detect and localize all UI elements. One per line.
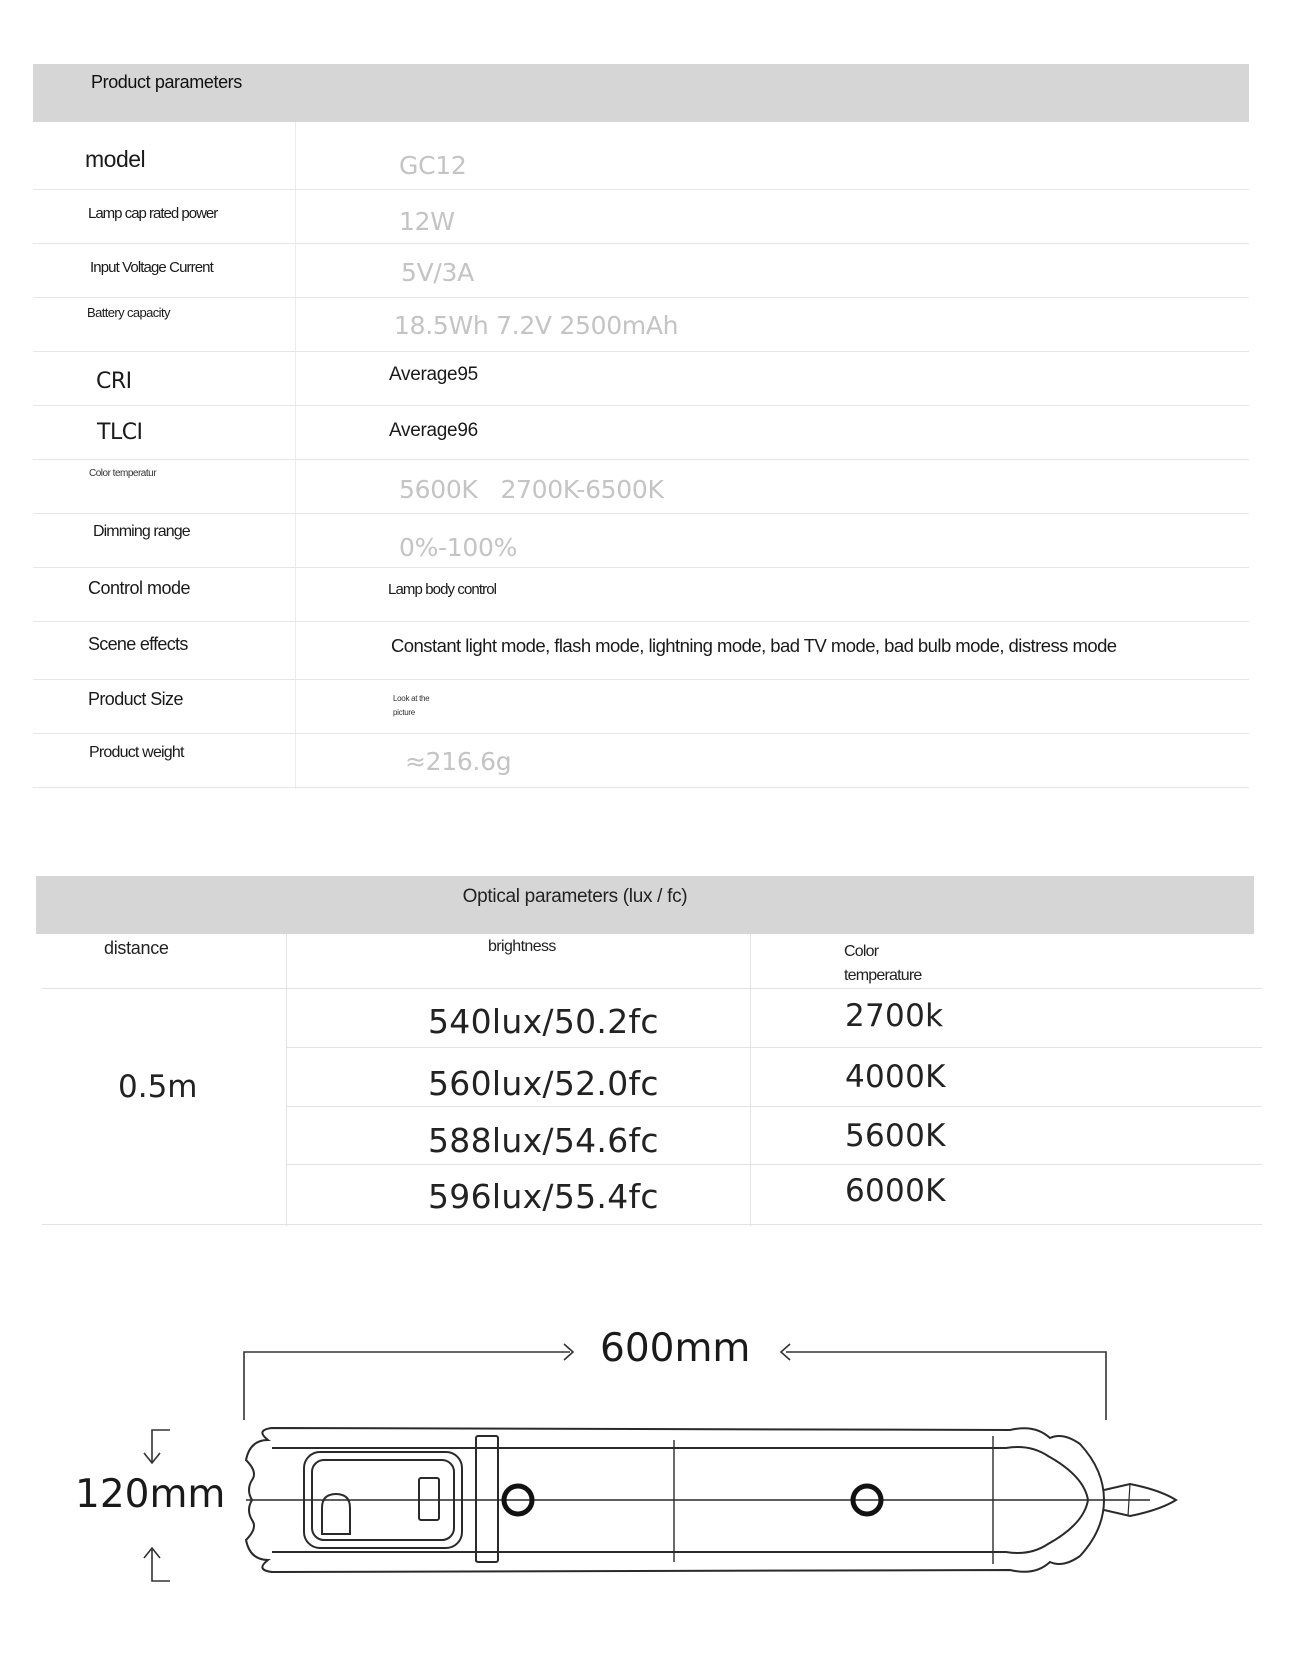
param-value: Lamp body control bbox=[388, 581, 497, 598]
param-value: Average96 bbox=[389, 420, 478, 441]
param-label: Product Size bbox=[88, 689, 183, 709]
height-arrow-up-icon bbox=[152, 1549, 170, 1581]
param-label: Product weight bbox=[89, 744, 184, 761]
param-value: 12W bbox=[399, 207, 455, 236]
param-row-input bbox=[33, 244, 1249, 298]
param-label: Input Voltage Current bbox=[90, 259, 213, 276]
width-dimension-line-left bbox=[244, 1352, 570, 1420]
row-divider bbox=[286, 1106, 1262, 1107]
param-value: Look at the picture bbox=[393, 694, 430, 717]
brightness-header: brightness bbox=[488, 938, 556, 955]
param-row-model bbox=[33, 122, 1249, 190]
param-row-tlci bbox=[33, 406, 1249, 460]
row-divider bbox=[42, 1224, 1262, 1225]
distance-value: 0.5m bbox=[118, 1069, 198, 1105]
param-row-power bbox=[33, 190, 1249, 244]
column-divider bbox=[750, 934, 751, 1226]
param-label: model bbox=[85, 146, 146, 172]
optical-parameters-title: Optical parameters (lux / fc) bbox=[462, 886, 688, 907]
color-temperature-value: 4000K bbox=[845, 1059, 946, 1095]
row-divider bbox=[42, 988, 1262, 989]
brightness-value: 596lux/55.4fc bbox=[428, 1177, 659, 1216]
param-row-weight bbox=[33, 734, 1249, 788]
height-arrow-down-icon bbox=[152, 1430, 170, 1462]
width-dimension-line-right bbox=[786, 1352, 1106, 1420]
row-divider bbox=[286, 1164, 1262, 1165]
param-label: Lamp cap rated power bbox=[88, 205, 218, 222]
param-row-scene bbox=[33, 622, 1249, 680]
lamp-body-outline bbox=[246, 1428, 1176, 1572]
param-label: TLCI bbox=[97, 420, 143, 445]
param-row-dimming bbox=[33, 514, 1249, 568]
column-divider bbox=[286, 934, 287, 1226]
color-temperature-value: 2700k bbox=[845, 998, 944, 1034]
color-temperature-header: Color temperature bbox=[844, 943, 922, 984]
param-value: Constant light mode, flash mode, lightning mode, bad TV mode, bad bulb mode, distress mode bbox=[391, 635, 1117, 656]
color-temperature-value: 6000K bbox=[845, 1173, 946, 1209]
param-value: 5V/3A bbox=[401, 258, 474, 287]
width-dimension-label: 600mm bbox=[600, 1326, 751, 1371]
height-dimension-label: 120mm bbox=[75, 1472, 226, 1517]
param-row-battery bbox=[33, 298, 1249, 352]
product-parameters-header bbox=[33, 64, 1249, 122]
color-temperature-value: 5600K bbox=[845, 1118, 946, 1154]
brightness-value: 588lux/54.6fc bbox=[428, 1121, 659, 1160]
param-row-control bbox=[33, 568, 1249, 622]
param-value: ≈216.6g bbox=[405, 747, 512, 776]
display-window bbox=[419, 1478, 439, 1520]
distance-header: distance bbox=[104, 938, 169, 958]
param-row-cri bbox=[33, 352, 1249, 406]
param-value: 18.5Wh 7.2V 2500mAh bbox=[394, 311, 679, 340]
param-value: 5600K 2700K-6500K bbox=[399, 475, 664, 504]
param-value: Average95 bbox=[389, 364, 478, 385]
param-row-color-temperature bbox=[33, 460, 1249, 514]
brightness-value: 540lux/50.2fc bbox=[428, 1002, 659, 1041]
param-value: GC12 bbox=[399, 151, 467, 180]
product-parameters-title: Product parameters bbox=[91, 72, 242, 92]
row-divider bbox=[33, 787, 1249, 788]
param-label: CRI bbox=[96, 369, 132, 394]
row-divider bbox=[286, 1047, 1262, 1048]
param-value: 0%-100% bbox=[399, 533, 518, 562]
param-label: Battery capacity bbox=[87, 305, 170, 320]
param-label: Dimming range bbox=[93, 523, 190, 540]
param-label: Scene effects bbox=[88, 634, 188, 654]
param-label: Control mode bbox=[88, 578, 191, 598]
param-row-size bbox=[33, 680, 1249, 734]
param-label: Color temperatur bbox=[89, 468, 157, 479]
optical-parameters-header bbox=[36, 876, 1254, 934]
brightness-value: 560lux/52.0fc bbox=[428, 1064, 659, 1103]
